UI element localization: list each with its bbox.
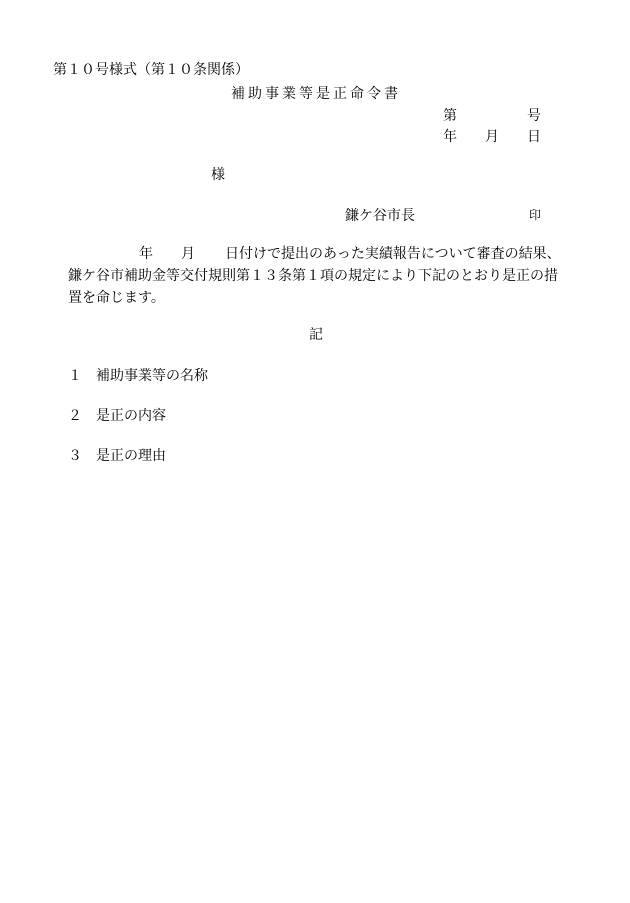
seal-mark: 印 bbox=[529, 208, 542, 222]
item-number: ２ bbox=[68, 408, 82, 424]
body-line-1: 日付けで提出のあった実績報告について審査の結果、 bbox=[225, 246, 561, 262]
date-year-label: 年 bbox=[443, 129, 457, 145]
ki-heading: 記 bbox=[309, 327, 323, 343]
body-month-label: 月 bbox=[181, 246, 195, 262]
document-title: 補助事業等是正命令書 bbox=[231, 86, 401, 102]
item-label: 補助事業等の名称 bbox=[96, 368, 208, 384]
addressee-suffix: 様 bbox=[211, 167, 225, 183]
body-line-3: 置を命じます。 bbox=[68, 290, 165, 306]
body-line-2: 鎌ケ谷市補助金等交付規則第１３条第１項の規定により下記のとおり是正の措 bbox=[68, 268, 558, 284]
date-day-label: 日 bbox=[527, 129, 541, 145]
item-label: 是正の内容 bbox=[96, 408, 166, 424]
item-number: １ bbox=[68, 368, 82, 384]
document-number-suffix: 号 bbox=[527, 108, 541, 124]
list-item bbox=[68, 409, 166, 423]
item-label: 是正の理由 bbox=[96, 448, 166, 464]
body-year-label: 年 bbox=[139, 246, 153, 262]
date-month-label: 月 bbox=[485, 129, 499, 145]
issuer-name: 鎌ケ谷市長 bbox=[345, 208, 415, 224]
list-item bbox=[68, 449, 166, 463]
form-number: 第１０号様式（第１０条関係） bbox=[53, 62, 249, 78]
document-number-prefix: 第 bbox=[443, 108, 457, 124]
item-number: ３ bbox=[68, 448, 82, 464]
list-item bbox=[68, 369, 208, 383]
